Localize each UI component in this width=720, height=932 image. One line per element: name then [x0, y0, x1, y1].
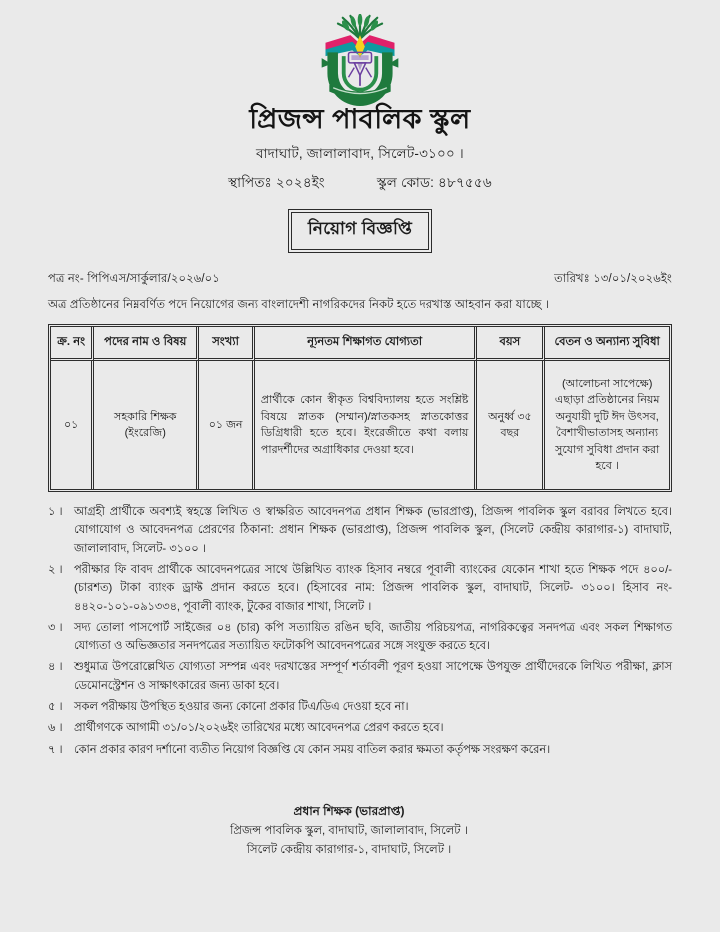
- condition-text: প্রার্থীগণকে আগামী ৩১/০১/২০২৬ইং তারিখের মধ্যে আবেদনপত্র প্রেরণ করতে হবে।: [74, 722, 444, 735]
- document-header: [48, 14, 672, 253]
- signature-block: [48, 801, 672, 861]
- list-item: [48, 719, 672, 737]
- reference-line: [48, 270, 672, 289]
- table-header-row: [51, 327, 669, 361]
- notice-title-box: [288, 209, 432, 253]
- list-item: [48, 503, 672, 558]
- header-qualification: ন্যূনতম শিক্ষাগত যোগ্যতা: [255, 327, 477, 361]
- school-address: বাদাঘাট, জালালাবাদ, সিলেট-৩১০০ ।: [256, 145, 464, 161]
- condition-text: পরীক্ষার ফি বাবদ প্রার্থীকে আবেদনপত্রের সাথে উল্লিখিত ব্যাংক হিসাব নম্বরে পূবালী ব্যাংকের যেকোন শাখা হতে শিক্ষক পদে ৪০০/- (চারশত) টাকা ব্যাংক ড্রাফ্ট প্রদান করতে হবে। (হিসাবের নাম: প্রিজন্স পাবলিক স্কুল, বাদাঘাট, সিলেট- ৩১০০। হিসাব নং- ৪৪২০-১০১-০৯১৩৩৪, পূবালী ব্যাংক, টুকের বাজার শাখা, সিলেট ।: [74, 564, 672, 613]
- school-crest-logo: [312, 14, 408, 106]
- header-sl: ক্র. নং: [51, 327, 94, 361]
- established-year: স্থাপিতঃ ২০২৪ইং: [228, 174, 325, 190]
- condition-number: ২ ।: [48, 564, 63, 576]
- condition-text: সকল পরীক্ষায় উপস্থিত হওয়ার জন্য কোনো প্রকার টিএ/ডিএ দেওয়া হবে না।: [74, 701, 409, 714]
- cell-qualification: প্রার্থীকে কোন স্বীকৃত বিশ্ববিদ্যালয় হতে সংশ্লিষ্ট বিষয়ে স্নাতক (সম্মান)/স্নাতকসহ স্নাতকোত্তর ডিগ্রিধারী হতে হবে। ইংরেজীতে কথা বলায় পারদর্শীদের অগ্রাধিকার দেওয়া হবে।: [255, 361, 477, 489]
- list-item: [48, 561, 672, 616]
- cell-number: ০১ জন: [199, 361, 255, 489]
- vacancy-table: [48, 324, 672, 492]
- logo-container: [48, 14, 672, 106]
- school-name: প্রিজন্স পাবলিক স্কুল: [249, 104, 471, 134]
- conditions-list: [48, 503, 672, 759]
- signatory-title: প্রধান শিক্ষক (ভারপ্রাপ্ত): [293, 803, 405, 818]
- letter-date: তারিখঃ ১৩/০১/২০২৬ইং: [554, 272, 672, 285]
- header-age: বয়স: [477, 327, 545, 361]
- list-item: [48, 619, 672, 656]
- signatory-line-1: প্রিজন্স পাবলিক স্কুল, বাদাঘাট, জালালাবাদ, সিলেট ।: [230, 824, 468, 837]
- condition-number: ৩ ।: [48, 621, 63, 634]
- cell-sl: ০১: [51, 361, 94, 489]
- cell-salary: (আলোচনা সাপেক্ষে) এছাড়া প্রতিষ্ঠানের নিয়ম অনুযায়ী দুটি ঈদ উৎসব, বৈশাখীভাতাসহ অন্যান্য সুযোগ সুবিধা প্রদান করা হবে ।: [554, 377, 660, 473]
- cell-age: অনুর্ধ্ব ৩৫ বছর: [477, 361, 545, 489]
- letter-number: পত্র নং- পিপিএস/সার্কুলার/২০২৬/০১: [48, 272, 220, 285]
- table-row: [51, 361, 669, 489]
- list-item: [48, 658, 672, 695]
- cell-post: সহকারি শিক্ষক (ইংরেজি): [94, 361, 199, 489]
- school-code: স্কুল কোড: ৪৮৭৫৫৬: [376, 174, 492, 190]
- signature-inner: [230, 801, 468, 861]
- condition-text: সদ্য তোলা পাসপোর্ট সাইজের ০৪ (চার) কপি সত্যায়িত রঙিন ছবি, জাতীয় পরিচয়পত্র, নাগরিকত্বের সনদপত্র এবং সকল শিক্ষাগত যোগ্যতা ও অভিজ্ঞতার সনদপত্রের সত্যায়িত ফটোকপি আবেদনপত্রের সঙ্গে সংযুক্ত করতে হবে।: [74, 621, 672, 653]
- condition-number: ৬ ।: [48, 722, 63, 735]
- notice-title-container: [48, 209, 672, 253]
- school-meta: [48, 172, 672, 195]
- header-number: সংখ্যা: [199, 327, 255, 361]
- notice-title-text: নিয়োগ বিজ্ঞপ্তি: [291, 212, 429, 250]
- list-item: [48, 741, 672, 759]
- condition-text: আগ্রহী প্রার্থীকে অবশ্যই স্বহস্তে লিখিত ও স্বাক্ষরিত আবেদনপত্র প্রধান শিক্ষক (ভারপ্রাপ্ত), প্রিজন্স পাবলিক স্কুল বরাবর লিখতে হবে। যোগাযোগ ও আবেদনপত্র প্রেরণের ঠিকানা: প্রধান শিক্ষক (ভারপ্রাপ্ত), প্রিজন্স পাবলিক স্কুল, (সিলেট কেন্দ্রীয় কারাগার-১) বাদাঘাট, জালালাবাদ, সিলেট- ৩১০০ ।: [74, 506, 672, 555]
- list-item: [48, 698, 672, 716]
- intro-paragraph: অত্র প্রতিষ্ঠানের নিম্নবর্ণিত পদে নিয়োগের জন্য বাংলাদেশী নাগরিকদের নিকট হতে দরখাস্ত আহবান করা যাচ্ছে ।: [48, 298, 549, 311]
- condition-text: কোন প্রকার কারণ দর্শানো ব্যতীত নিয়োগ বিজ্ঞপ্তি যে কোন সময় বাতিল করার ক্ষমতা কর্তৃপক্ষ সংরক্ষণ করেন।: [74, 743, 551, 756]
- condition-number: ৪ ।: [48, 661, 63, 674]
- condition-number: ৭ ।: [48, 743, 63, 756]
- header-post: পদের নাম ও বিষয়: [94, 327, 199, 361]
- condition-number: ১ ।: [48, 506, 63, 519]
- condition-number: ৫ ।: [48, 701, 63, 714]
- header-salary: বেতন ও অন্যান্য সুবিধা: [545, 327, 669, 361]
- condition-text: শুধুমাত্র উপরোল্লেখিত যোগ্যতা সম্পন্ন এবং দরখাস্তের সম্পূর্ণ শর্তাবলী পূরণ হওয়া সাপেক্ষে উপযুক্ত প্রার্থীদেরকে লিখিত পরীক্ষা, ক্লাস ডেমোনস্ট্রেশন ও সাক্ষাৎকারের জন্য ডাকা হবে।: [74, 661, 672, 692]
- signatory-line-2: সিলেট কেন্দ্রীয় কারাগার-১, বাদাঘাট, সিলেট ।: [246, 844, 452, 857]
